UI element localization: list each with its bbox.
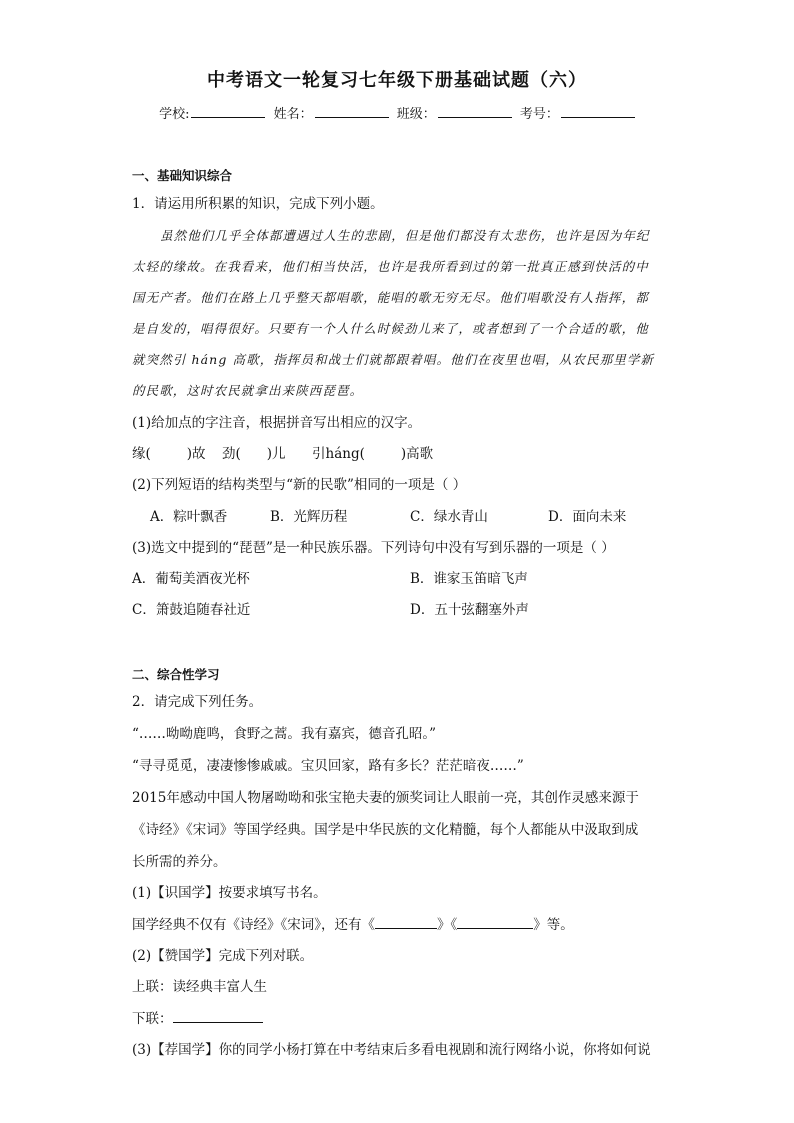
option-d[interactable]: D．五十弦翻塞外声 <box>410 602 529 618</box>
option-a[interactable]: A．粽叶飘香 <box>150 509 228 525</box>
option-c[interactable]: C．箫鼓追随春社近 <box>132 602 251 618</box>
book-title-blank-1[interactable] <box>375 916 437 929</box>
pinyin-item-text: )儿 <box>266 446 286 462</box>
passage-line: 的民歌，这时农民就拿出来陕西琵琶。 <box>132 383 364 398</box>
sub-question-1-3: (3)选文中提到的“琵琶”是一种民族乐器。下列诗句中没有写到乐器的一项是（ ） <box>132 540 615 556</box>
sub-question-1-1: (1)给加点的字注音，根据拼音写出相应的汉字。 <box>132 415 422 431</box>
passage-line: 虽然他们几乎全体都遭遇过人生的悲剧，但是他们都没有太悲伤，也许是因为年纪 <box>160 228 650 243</box>
name-label: 姓名： <box>273 107 313 122</box>
pinyin-item-text: 缘( <box>132 446 151 462</box>
body-line: 《诗经》《宋词》等国学经典。国学是中华民族的文化精髓，每个人都能从中汲取到成 <box>132 822 639 838</box>
sub-question-1-2: (2)下列短语的结构类型与“新的民歌”相同的一项是（ ） <box>132 477 467 493</box>
student-info-line <box>0 103 794 122</box>
pinyin-item <box>132 442 206 462</box>
exam-number-blank[interactable] <box>561 105 635 118</box>
section-heading-2: 二、综合性学习 <box>132 667 220 682</box>
quote-line: “……呦呦鹿鸣，食野之蒿。我有嘉宾，德音孔昭。” <box>132 726 437 742</box>
school-blank[interactable] <box>191 105 265 118</box>
pinyin-item-text: 引háng( <box>312 446 365 462</box>
book-title-fill-line <box>132 913 574 933</box>
body-line: 长所需的养分。 <box>132 854 227 870</box>
option-a[interactable]: A．葡萄美酒夜光杯 <box>132 571 250 587</box>
class-blank[interactable] <box>438 105 512 118</box>
fill-text: 》《 <box>437 917 458 933</box>
class-label: 班级： <box>396 107 436 122</box>
passage-line: 就突然引 háng 高歌，指挥员和战士们就都跟着唱。他们在夜里也唱，从农民那里学新 <box>132 352 655 367</box>
lower-couplet-line <box>132 1007 263 1027</box>
fill-text: 国学经典不仅有《诗经》《宋词》，还有《 <box>132 917 375 933</box>
page-title: 中考语文一轮复习七年级下册基础试题（六） <box>207 70 587 91</box>
passage-line: 国无产者。他们在路上几乎整天都唱歌，能唱的歌无穷无尽。他们唱歌没有人指挥，都 <box>132 290 649 305</box>
sub-question-2-1: (1)【识国学】按要求填写书名。 <box>132 885 327 901</box>
book-title-blank-2[interactable] <box>457 916 533 929</box>
pinyin-item-text: )高歌 <box>400 446 434 462</box>
upper-couplet: 上联：读经典丰富人生 <box>132 979 267 995</box>
pinyin-item-text: 劲( <box>222 446 241 462</box>
question-1-stem: 1．请运用所积累的知识，完成下列小题。 <box>132 196 384 212</box>
passage-line: 是自发的，唱得很好。只要有一个人什么时候劲儿来了，或者想到了一个合适的歌，他 <box>132 321 649 336</box>
name-blank[interactable] <box>315 105 389 118</box>
option-b[interactable]: B．光辉历程 <box>270 509 348 525</box>
lower-couplet-blank[interactable] <box>173 1010 263 1023</box>
pinyin-item-text: )故 <box>186 446 206 462</box>
option-b[interactable]: B．谁家玉笛暗飞声 <box>410 571 528 587</box>
fill-text: 》等。 <box>533 917 574 933</box>
passage-line: 太轻的缘故。在我看来，他们相当快活，也许是我所看到过的第一批真正感到快活的中 <box>132 259 649 274</box>
school-label: 学校: <box>159 107 190 122</box>
quote-line: “寻寻觅觅，凄凄惨惨戚戚。宝贝回家，路有多长？茫茫暗夜……” <box>132 758 524 774</box>
sub-question-2-2: (2)【赞国学】完成下列对联。 <box>132 948 314 964</box>
pinyin-item <box>222 442 286 462</box>
pinyin-item <box>312 442 433 462</box>
exam-number-label: 考号： <box>519 107 559 122</box>
option-d[interactable]: D．面向未来 <box>548 509 627 525</box>
lower-couplet-label: 下联： <box>132 1011 173 1027</box>
question-2-stem: 2．请完成下列任务。 <box>132 694 263 710</box>
sub-question-2-3: (3)【荐国学】你的同学小杨打算在中考结束后多看电视剧和流行网络小说，你将如何说 <box>132 1042 651 1058</box>
option-c[interactable]: C．绿水青山 <box>410 509 488 525</box>
section-heading-1: 一、基础知识综合 <box>132 168 233 183</box>
body-line: 2015年感动中国人物屠呦呦和张宝艳夫妻的颁奖词让人眼前一亮，其创作灵感来源于 <box>132 790 639 806</box>
